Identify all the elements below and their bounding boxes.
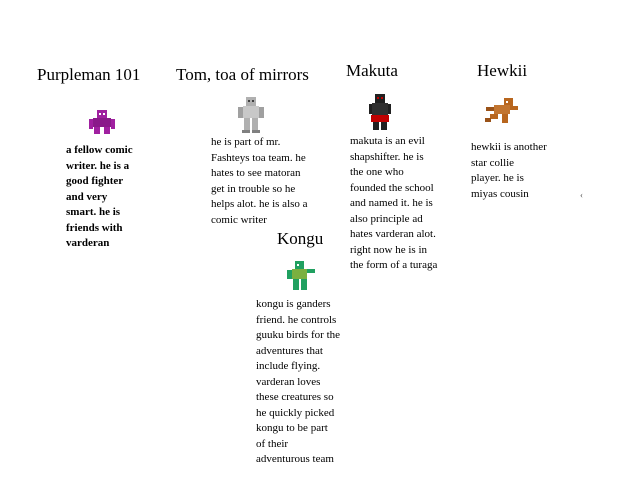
makuta-description: makuta is an evil shapshifter. he is the one who founded the school and named it. he is also principle ad hates varderan alot. right now he is in the form of a turaga bbox=[350, 135, 438, 271]
hewkii-description: hewkii is another star collie player. he is miyas cousin bbox=[471, 141, 547, 200]
purpleman-title: Purpleman 101 bbox=[37, 65, 141, 84]
tom-description: he is part of mr. Fashteys toa team. he hates to see matoran get in trouble so he helps alot. he is also a comic writer bbox=[211, 136, 308, 226]
hewkii-title: Hewkii bbox=[477, 61, 528, 80]
makuta-title: Makuta bbox=[346, 61, 398, 80]
tom-title: Tom, toa of mirrors bbox=[176, 65, 309, 84]
purple-figure-icon bbox=[88, 110, 116, 134]
silver-figure-icon bbox=[236, 97, 266, 133]
green-figure-icon bbox=[285, 261, 317, 291]
kongu-description: kongu is ganders friend. he controls guuku birds for the adventures that include flying. varderan loves these creatures so he quickly picked kongu to be part of their adventurous team bbox=[256, 298, 341, 465]
brown-figure-icon bbox=[484, 98, 520, 124]
kongu-title: Kongu bbox=[277, 229, 324, 248]
black-figure-icon bbox=[368, 94, 392, 130]
purpleman-description: a fellow comic writer. he is a good fighter and very smart. he is friends with varderan bbox=[66, 144, 133, 249]
stray-mark: ‹ bbox=[580, 190, 583, 200]
